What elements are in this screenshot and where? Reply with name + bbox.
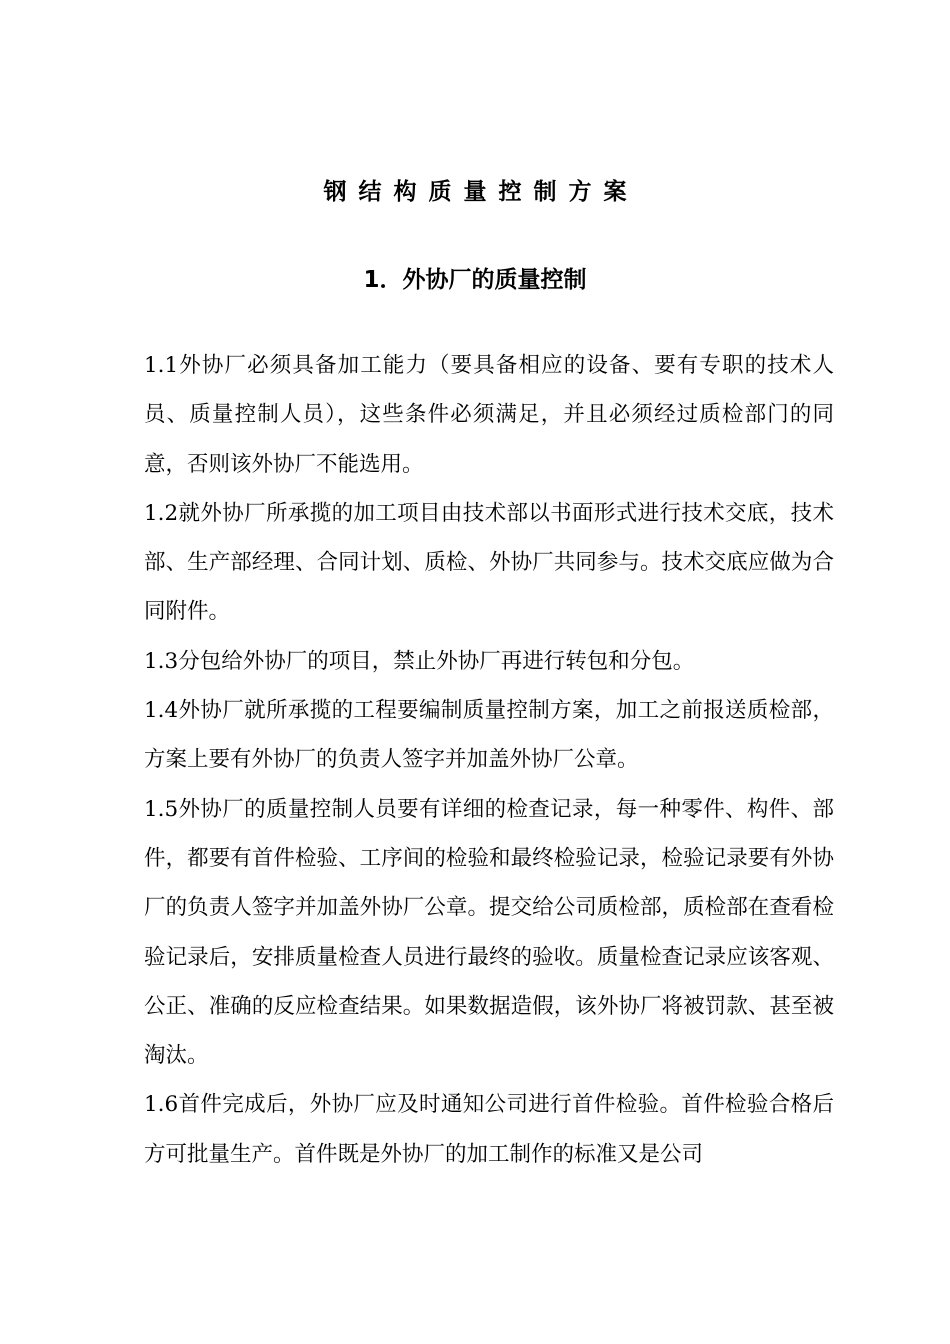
- document-title: 钢结构质量控制方案: [323, 179, 639, 205]
- paragraph-1-4: 1.4外协厂就所承揽的工程要编制质量控制方案，加工之前报送质检部，方案上要有外协厂的负责人签字并加盖外协厂公章。: [144, 698, 834, 773]
- paragraph-1-1: 1.1外协厂必须具备加工能力（要具备相应的设备、要有专职的技术人员、质量控制人员），这些条件必须满足，并且必须经过质检部门的同意，否则该外协厂不能选用。: [144, 353, 834, 477]
- section-body: [144, 341, 834, 1179]
- paragraph-1-5: 1.5外协厂的质量控制人员要有详细的检查记录，每一种零件、构件、部件，都要有首件检验、工序间的检验和最终检验记录，检验记录要有外协厂的负责人签字并加盖外协厂公章。提交给公司质检部，质检部在查看检验记录后，安排质量检查人员进行最终的验收。质量检查记录应该客观、公正、准确的反应检查结果。如果数据造假，该外协厂将被罚款、甚至被淘汰。: [144, 796, 834, 1069]
- paragraph-1-3: 1.3分包给外协厂的项目，禁止外协厂再进行转包和分包。: [144, 648, 695, 674]
- section-heading: 1．外协厂的质量控制: [363, 267, 587, 293]
- paragraph-1-6: 1.6首件完成后，外协厂应及时通知公司进行首件检验。首件检验合格后方可批量生产。首件既是外协厂的加工制作的标准又是公司: [144, 1092, 834, 1167]
- paragraph-1-2: 1.2就外协厂所承揽的加工项目由技术部以书面形式进行技术交底，技术部、生产部经理、合同计划、质检、外协厂共同参与。技术交底应做为合同附件。: [144, 500, 834, 625]
